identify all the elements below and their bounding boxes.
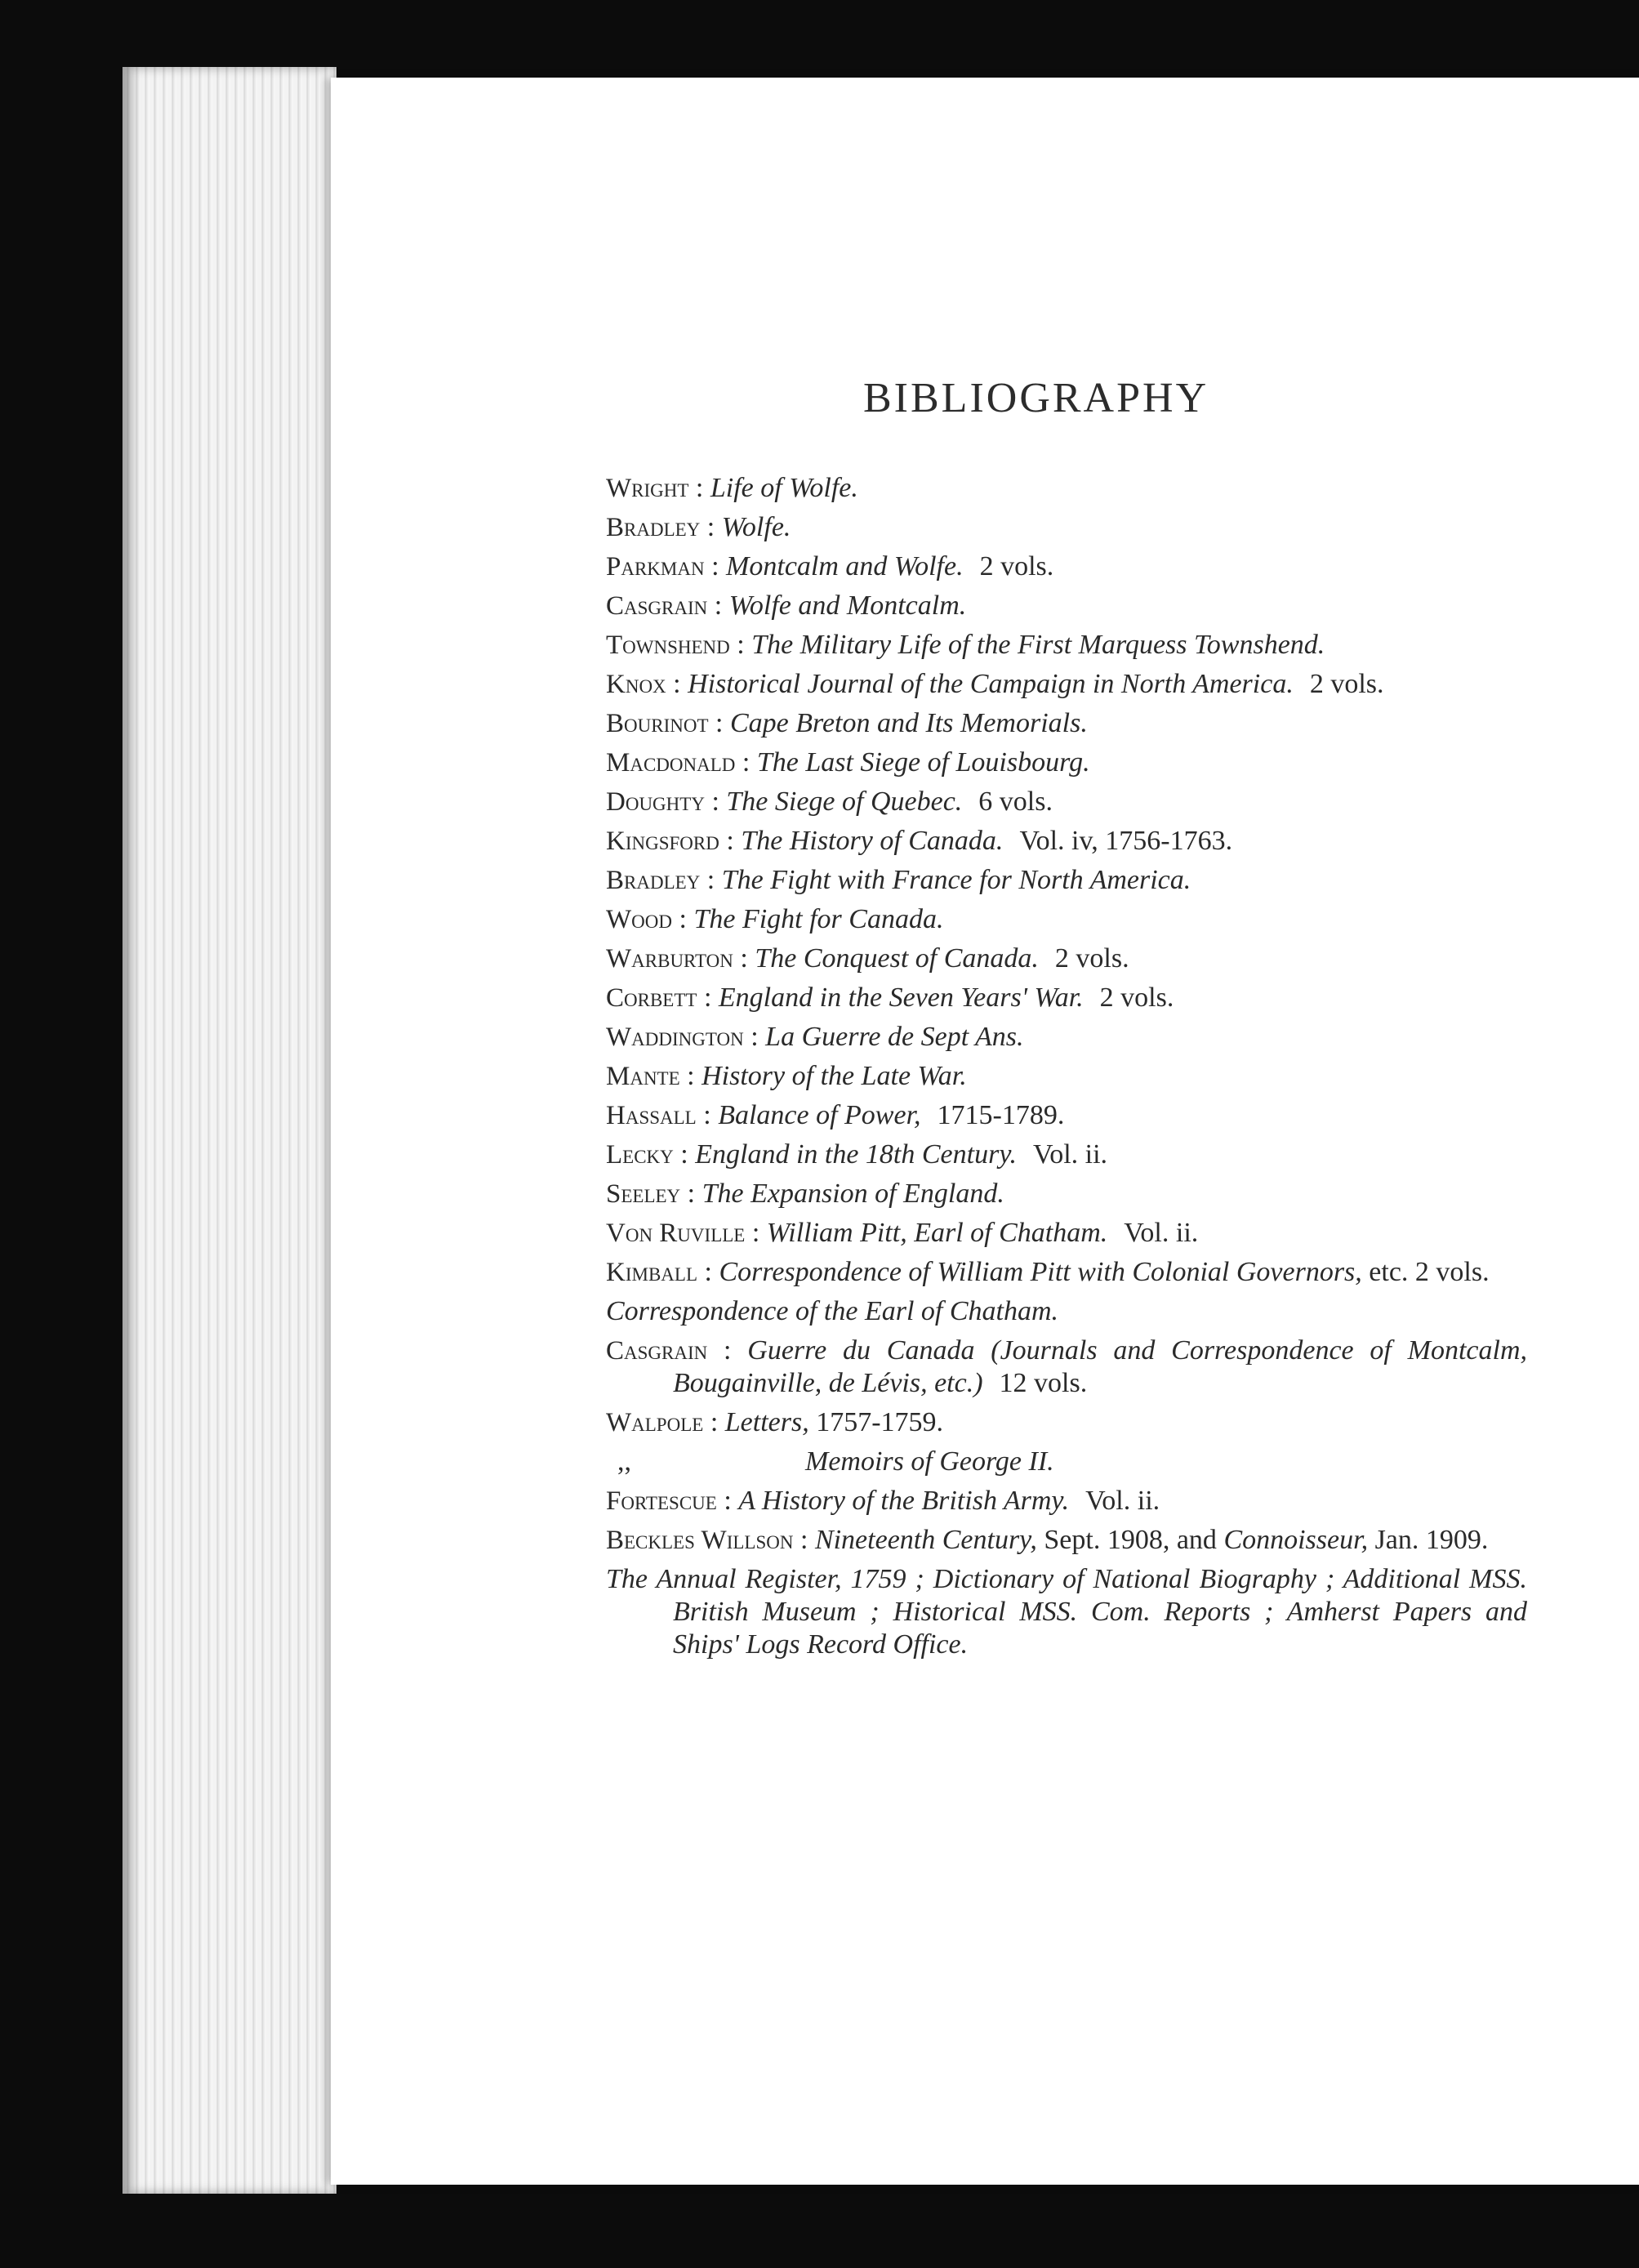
- entry-work: The Expansion of England.: [701, 1179, 1004, 1209]
- entry-separator: :: [733, 943, 755, 974]
- entry-work: Historical Journal of the Campaign in North America.: [688, 669, 1294, 699]
- entry-author: Kimball: [606, 1258, 697, 1287]
- entry-separator: :: [716, 1486, 739, 1516]
- entry-work-secondary: Connoisseur,: [1223, 1525, 1369, 1555]
- bibliography-entry: [606, 472, 1527, 505]
- entry-separator: :: [704, 551, 727, 581]
- bibliography-entry: [606, 903, 1527, 936]
- entry-work: England in the 18th Century.: [695, 1139, 1018, 1170]
- entry-separator: :: [671, 904, 694, 934]
- entry-author: Wright: [606, 474, 689, 503]
- bibliography-entry: [606, 1256, 1527, 1289]
- entry-separator: :: [700, 865, 722, 895]
- entry-separator: :: [735, 747, 757, 778]
- entry-work: Balance of Power,: [718, 1100, 921, 1130]
- entry-separator: :: [745, 1218, 767, 1248]
- entry-volumes: 2 vols.: [1099, 983, 1174, 1013]
- entry-author: Beckles Willson: [606, 1526, 794, 1555]
- bibliography-entry: [606, 1563, 1527, 1661]
- entry-separator: :: [703, 1407, 725, 1437]
- entry-author: Bradley: [606, 513, 701, 542]
- entry-author: Bourinot: [606, 709, 709, 738]
- entry-work: The Fight for Canada.: [693, 904, 944, 934]
- bibliography-list: [606, 472, 1527, 1668]
- bibliography-entry: [606, 1178, 1527, 1210]
- entry-date-secondary: Jan. 1909.: [1374, 1525, 1489, 1555]
- entry-author: Macdonald: [606, 748, 736, 778]
- entry-separator: :: [707, 590, 729, 621]
- entry-separator: :: [666, 669, 688, 699]
- entry-author: Von Ruville: [606, 1219, 746, 1248]
- entry-author: Wood: [606, 905, 672, 934]
- entry-volumes: 6 vols.: [978, 786, 1053, 817]
- entry-work: History of the Late War.: [701, 1061, 967, 1091]
- book-page-edges: [122, 67, 336, 2194]
- entry-work: La Guerre de Sept Ans.: [765, 1022, 1024, 1052]
- bibliography-entry: [606, 1217, 1527, 1250]
- entry-work: Wolfe.: [721, 512, 791, 542]
- ditto-mark: ,,: [617, 1446, 631, 1477]
- entry-separator: :: [704, 786, 727, 817]
- entry-work: Montcalm and Wolfe.: [726, 551, 964, 581]
- entry-separator: :: [707, 1335, 748, 1366]
- entry-work: The Military Life of the First Marquess Townshend.: [751, 630, 1325, 660]
- entry-work: Life of Wolfe.: [710, 473, 858, 503]
- bibliography-entry: [606, 746, 1527, 779]
- entry-volumes: 2 vols.: [1309, 669, 1384, 699]
- entry-author: Walpole: [606, 1408, 704, 1437]
- entry-volumes: 2 vols.: [1054, 943, 1129, 974]
- entry-separator: :: [708, 708, 730, 738]
- entry-volumes: Vol. ii.: [1124, 1218, 1199, 1248]
- entry-work: Nineteenth Century,: [814, 1525, 1037, 1555]
- entry-work: The History of Canada.: [741, 826, 1004, 856]
- entry-author: Casgrain: [606, 1336, 708, 1366]
- bibliography-entry: [606, 1446, 1527, 1478]
- entry-work: The Siege of Quebec.: [726, 786, 963, 817]
- entry-author: Kingsford: [606, 827, 719, 856]
- bibliography-entry: [606, 1295, 1527, 1328]
- entry-work: The Fight with France for North America.: [721, 865, 1191, 895]
- bibliography-entry: [606, 1524, 1527, 1557]
- entry-date: Sept. 1908, and: [1044, 1525, 1217, 1555]
- entry-volumes: 12 vols.: [999, 1368, 1088, 1398]
- bibliography-entry: [606, 786, 1527, 818]
- entry-volumes: Vol. ii.: [1085, 1486, 1160, 1516]
- bibliography-entry: [606, 864, 1527, 897]
- bibliography-entry: [606, 707, 1527, 740]
- entry-volumes: Vol. iv, 1756-1763.: [1019, 826, 1233, 856]
- entry-work: Wolfe and Montcalm.: [728, 590, 967, 621]
- entry-separator: :: [793, 1525, 815, 1555]
- bibliography-entry: [606, 1406, 1527, 1439]
- entry-separator: :: [743, 1022, 766, 1052]
- entry-volumes: 2 vols.: [979, 551, 1054, 581]
- entry-separator: :: [700, 512, 722, 542]
- entry-author: Bradley: [606, 866, 701, 895]
- bibliography-entry: [606, 590, 1527, 622]
- entry-author: Doughty: [606, 787, 705, 817]
- entry-separator: :: [673, 1139, 696, 1170]
- entry-author: Townshend: [606, 630, 730, 660]
- bibliography-entry: [606, 629, 1527, 662]
- page-title: BIBLIOGRAPHY: [863, 375, 1209, 421]
- entry-separator: :: [679, 1061, 702, 1091]
- bibliography-entry: [606, 668, 1527, 701]
- entry-work: England in the Seven Years' War.: [718, 983, 1084, 1013]
- entry-separator: :: [697, 1257, 719, 1287]
- entry-author: Lecky: [606, 1140, 674, 1170]
- entry-work: Cape Breton and Its Memorials.: [729, 708, 1088, 738]
- entry-author: Knox: [606, 670, 666, 699]
- entry-author: Casgrain: [606, 591, 708, 621]
- entry-work: The Conquest of Canada.: [755, 943, 1039, 974]
- entry-author: Parkman: [606, 552, 705, 581]
- entry-separator: :: [719, 826, 742, 856]
- entry-author: Mante: [606, 1062, 680, 1091]
- entry-separator: :: [697, 983, 719, 1013]
- bibliography-entry: [606, 1060, 1527, 1093]
- entry-volumes: Vol. ii.: [1033, 1139, 1108, 1170]
- bibliography-entry: [606, 982, 1527, 1014]
- entry-volumes: 1757-1759.: [816, 1407, 944, 1437]
- entry-separator: :: [680, 1179, 702, 1209]
- entry-work: Letters,: [724, 1407, 809, 1437]
- entry-work: Memoirs of George II.: [805, 1446, 1054, 1477]
- entry-work: William Pitt, Earl of Chatham.: [766, 1218, 1108, 1248]
- entry-author: Hassall: [606, 1101, 697, 1130]
- entry-author: Corbett: [606, 983, 697, 1013]
- entry-author: Warburton: [606, 944, 733, 974]
- entry-work: The Annual Register, 1759 ; Dictionary of National Biography ; Additional MSS. British Museum ; Historical MSS. Com. Reports ; Amherst Papers and Ships' Logs Record Office.: [606, 1564, 1527, 1660]
- bibliography-entry: [606, 1485, 1527, 1517]
- entry-volumes: 1715-1789.: [937, 1100, 1065, 1130]
- bibliography-entry: [606, 1099, 1527, 1132]
- entry-work: Correspondence of William Pitt with Colonial Governors,: [719, 1257, 1362, 1287]
- entry-work: The Last Siege of Louisbourg.: [756, 747, 1090, 778]
- entry-work: Guerre du Canada (Journals and Correspondence of Montcalm, Bougainville, de Lévis, etc.): [673, 1335, 1528, 1398]
- bibliography-entry: [606, 550, 1527, 583]
- bibliography-entry: [606, 1138, 1527, 1171]
- entry-work: Correspondence of the Earl of Chatham.: [606, 1296, 1059, 1326]
- entry-separator: :: [688, 473, 710, 503]
- bibliography-entry: [606, 1021, 1527, 1054]
- bibliography-entry: [606, 942, 1527, 975]
- entry-separator: :: [696, 1100, 719, 1130]
- entry-work: A History of the British Army.: [738, 1486, 1070, 1516]
- bibliography-entry: [606, 511, 1527, 544]
- entry-author: Fortescue: [606, 1486, 717, 1516]
- bibliography-entry: [606, 825, 1527, 858]
- entry-separator: :: [729, 630, 752, 660]
- entry-author: Seeley: [606, 1179, 681, 1209]
- entry-volumes: etc. 2 vols.: [1369, 1257, 1490, 1287]
- bibliography-entry: [606, 1335, 1527, 1400]
- entry-author: Waddington: [606, 1023, 744, 1052]
